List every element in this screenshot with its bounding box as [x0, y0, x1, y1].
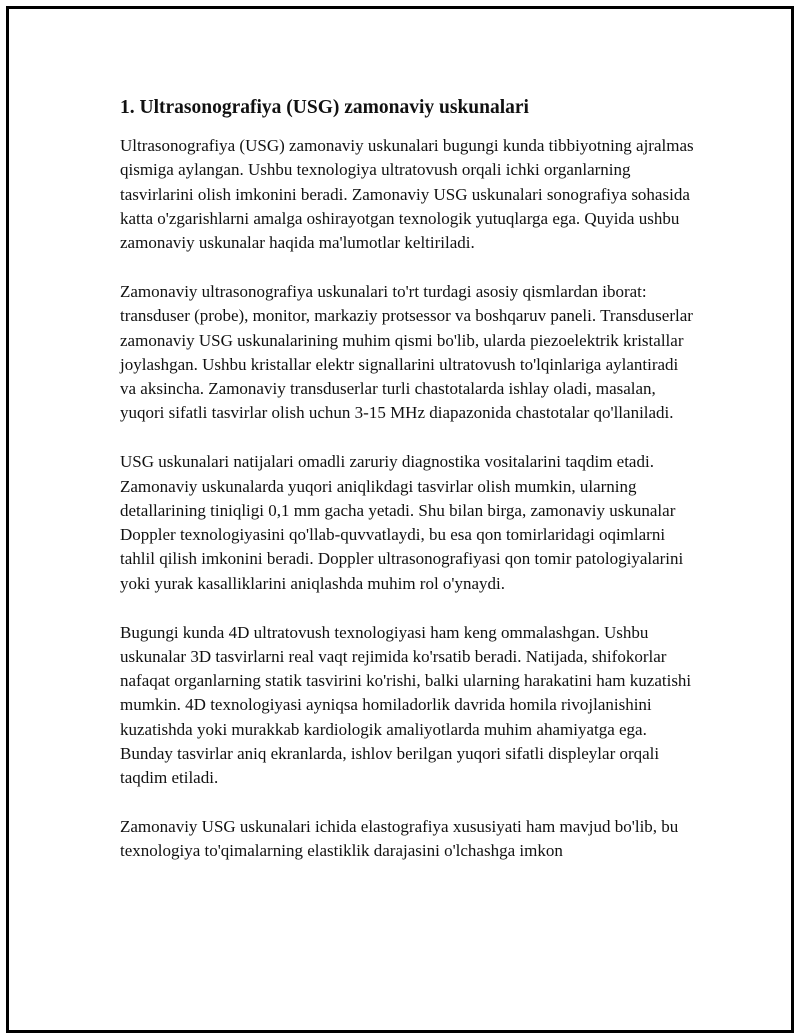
paragraph-elastography: Zamonaviy USG uskunalari ichida elastografiya xususiyati ham mavjud bo'lib, bu texnologiya to'qimalarning elastiklik darajasini o'lchashga imkon — [120, 817, 679, 861]
section-heading: 1. Ultrasonografiya (USG) zamonaviy uskunalari — [120, 97, 529, 118]
paragraph-diagnostics: USG uskunalari natijalari omadli zaruriy diagnostika vositalarini taqdim etadi. Zamonaviy uskunalarda yuqori aniqlikdagi tasvirlar olish mumkin, ularning detallarining tiniqligi 0,1 mm gacha yetadi. Shu bilan birga, zamonaviy uskunalar Doppler texnologiyasini qo'llab-quvvatlaydi, bu esa qon tomirlaridagi oqimlarni tahlil qilish imkonini beradi. Doppler ultrasonografiyasi qon tomir patologiyalarini yoki yurak kasalliklarini aniqlashda muhim rol o'ynaydi. — [120, 452, 684, 593]
paragraph-4d: Bugungi kunda 4D ultratovush texnologiyasi ham keng ommalashgan. Ushbu uskunalar 3D tasvirlarni real vaqt rejimida ko'rsatib beradi. Natijada, shifokorlar nafaqat organlarning statik tasvirini ko'rishi, balki ularning harakatini ham kuzatishi mumkin. 4D texnologiyasi ayniqsa homiladorlik davrida homila rivojlanishini kuzatishda yoki murakkab kardiologik amaliyotlarda muhim ahamiyatga ega. Bunday tasvirlar aniq ekranlarda, ishlov berilgan yuqori sifatli displeylar orqali taqdim etiladi. — [120, 622, 692, 788]
paragraph-components: Zamonaviy ultrasonografiya uskunalari to'rt turdagi asosiy qismlardan iborat: transduser (probe), monitor, markaziy protsessor va boshqaruv paneli. Transduserlar zamonaviy USG uskunalarining muhim qismi bo'lib, ularda piezoelektrik kristallar joylashgan. Ushbu kristallar elektr signallarini ultratovush to'lqinlariga aylantiradi va aksincha. Zamonaviy transduserlar turli chastotalarda ishlay oladi, masalan, yuqori sifatli tasvirlar olish uchun 3-15 MHz diapazonida chastotalar qo'llaniladi. — [120, 281, 693, 423]
document-body — [120, 95, 695, 888]
paragraph-intro: Ultrasonografiya (USG) zamonaviy uskunalari bugungi kunda tibbiyotning ajralmas qismiga aylangan. Ushbu texnologiya ultratovush orqali ichki organlarning tasvirlarini olish imkonini beradi. Zamonaviy USG uskunalari sonografiya sohasida katta o'zgarishlarni amalga oshirayotgan texnologik yutuqlarga ega. Quyida ushbu zamonaviy uskunalar haqida ma'lumotlar keltiriladi. — [120, 136, 694, 253]
page-frame — [6, 6, 794, 1033]
